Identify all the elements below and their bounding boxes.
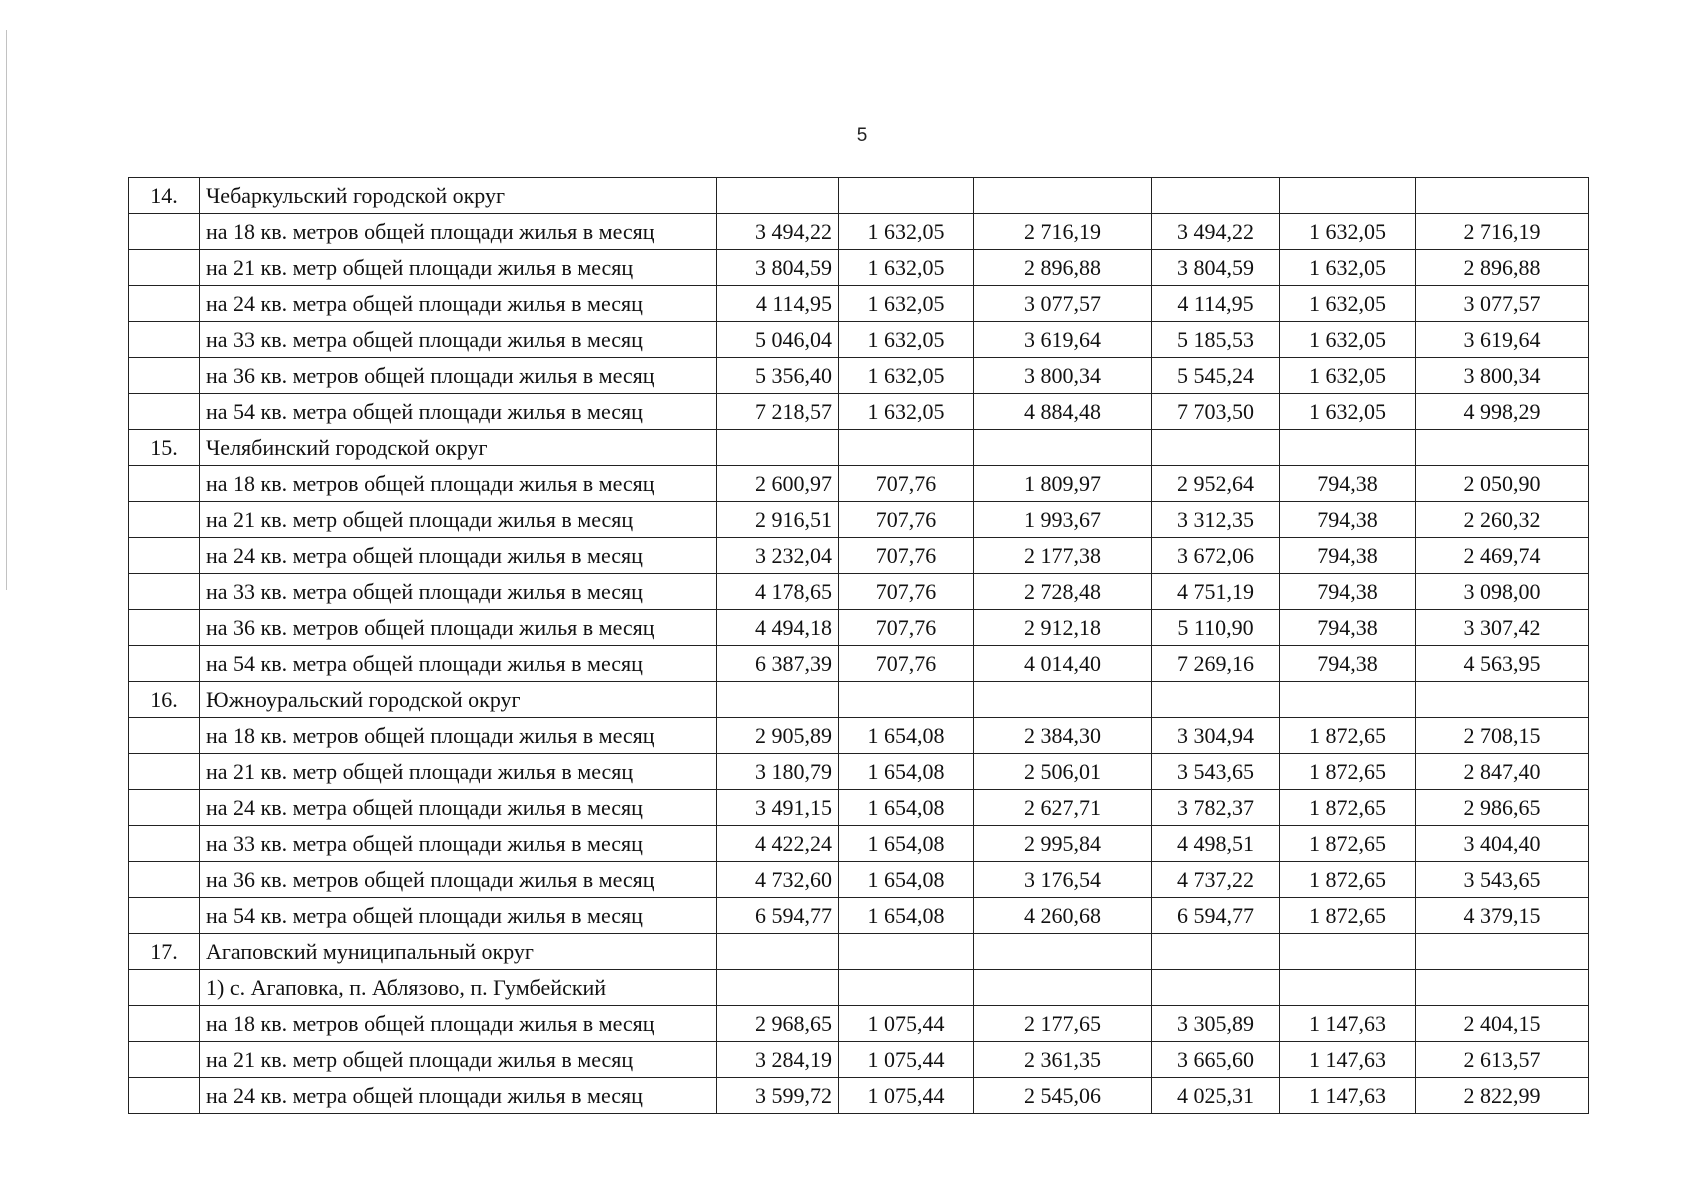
group-title: Агаповский муниципальный округ	[200, 934, 717, 970]
empty-cell	[129, 970, 200, 1006]
value-cell: 2 361,35	[974, 1042, 1152, 1078]
value-cell: 3 782,37	[1152, 790, 1280, 826]
value-cell: 2 822,99	[1416, 1078, 1589, 1114]
empty-cell	[129, 610, 200, 646]
row-label: на 54 кв. метра общей площади жилья в месяц	[200, 898, 717, 934]
table-row	[129, 1042, 1589, 1078]
empty-cell	[129, 286, 200, 322]
group-subtitle-row	[129, 970, 1589, 1006]
value-cell: 5 545,24	[1152, 358, 1280, 394]
value-cell: 794,38	[1280, 574, 1416, 610]
value-cell: 3 804,59	[1152, 250, 1280, 286]
empty-cell	[839, 682, 974, 718]
table-row	[129, 826, 1589, 862]
empty-cell	[839, 934, 974, 970]
value-cell: 2 469,74	[1416, 538, 1589, 574]
row-label: на 21 кв. метр общей площади жилья в месяц	[200, 754, 717, 790]
table-row	[129, 322, 1589, 358]
value-cell: 2 613,57	[1416, 1042, 1589, 1078]
empty-cell	[1416, 934, 1589, 970]
value-cell: 3 665,60	[1152, 1042, 1280, 1078]
value-cell: 3 804,59	[717, 250, 839, 286]
value-cell: 1 632,05	[839, 286, 974, 322]
empty-cell	[129, 790, 200, 826]
value-cell: 3 307,42	[1416, 610, 1589, 646]
row-label: на 36 кв. метров общей площади жилья в месяц	[200, 358, 717, 394]
empty-cell	[129, 250, 200, 286]
table-row	[129, 502, 1589, 538]
value-cell: 1 075,44	[839, 1006, 974, 1042]
row-label: на 24 кв. метра общей площади жилья в месяц	[200, 286, 717, 322]
value-cell: 2 716,19	[974, 214, 1152, 250]
value-cell: 794,38	[1280, 466, 1416, 502]
value-cell: 2 627,71	[974, 790, 1152, 826]
table-row	[129, 466, 1589, 502]
value-cell: 2 260,32	[1416, 502, 1589, 538]
row-label: на 21 кв. метр общей площади жилья в месяц	[200, 250, 717, 286]
value-cell: 707,76	[839, 466, 974, 502]
empty-cell	[129, 826, 200, 862]
empty-cell	[129, 574, 200, 610]
value-cell: 2 708,15	[1416, 718, 1589, 754]
empty-cell	[1280, 934, 1416, 970]
value-cell: 1 872,65	[1280, 790, 1416, 826]
table-row	[129, 898, 1589, 934]
group-title: Южноуральский городской округ	[200, 682, 717, 718]
group-number: 16.	[129, 682, 200, 718]
empty-cell	[1152, 970, 1280, 1006]
table-row	[129, 718, 1589, 754]
value-cell: 3 543,65	[1152, 754, 1280, 790]
value-cell: 1 632,05	[1280, 394, 1416, 430]
row-label: на 18 кв. метров общей площади жилья в месяц	[200, 1006, 717, 1042]
value-cell: 1 654,08	[839, 718, 974, 754]
table-row	[129, 538, 1589, 574]
value-cell: 1 654,08	[839, 898, 974, 934]
empty-cell	[129, 1078, 200, 1114]
value-cell: 1 809,97	[974, 466, 1152, 502]
value-cell: 4 422,24	[717, 826, 839, 862]
value-cell: 2 716,19	[1416, 214, 1589, 250]
value-cell: 1 654,08	[839, 790, 974, 826]
value-cell: 5 046,04	[717, 322, 839, 358]
value-cell: 3 491,15	[717, 790, 839, 826]
empty-cell	[1280, 682, 1416, 718]
value-cell: 794,38	[1280, 646, 1416, 682]
group-header-row	[129, 430, 1589, 466]
empty-cell	[1280, 970, 1416, 1006]
table-body	[129, 178, 1589, 1114]
value-cell: 707,76	[839, 574, 974, 610]
table-row	[129, 250, 1589, 286]
value-cell: 794,38	[1280, 538, 1416, 574]
empty-cell	[717, 970, 839, 1006]
row-label: на 21 кв. метр общей площади жилья в месяц	[200, 502, 717, 538]
empty-cell	[717, 178, 839, 214]
empty-cell	[129, 538, 200, 574]
value-cell: 6 594,77	[717, 898, 839, 934]
row-label: на 18 кв. метров общей площади жилья в месяц	[200, 214, 717, 250]
empty-cell	[839, 970, 974, 1006]
value-cell: 7 269,16	[1152, 646, 1280, 682]
empty-cell	[1152, 178, 1280, 214]
value-cell: 4 732,60	[717, 862, 839, 898]
value-cell: 4 178,65	[717, 574, 839, 610]
row-label: на 24 кв. метра общей площади жилья в месяц	[200, 1078, 717, 1114]
empty-cell	[974, 934, 1152, 970]
value-cell: 1 993,67	[974, 502, 1152, 538]
value-cell: 4 025,31	[1152, 1078, 1280, 1114]
empty-cell	[129, 502, 200, 538]
value-cell: 2 896,88	[974, 250, 1152, 286]
value-cell: 3 494,22	[717, 214, 839, 250]
value-cell: 2 600,97	[717, 466, 839, 502]
value-cell: 2 177,65	[974, 1006, 1152, 1042]
value-cell: 2 728,48	[974, 574, 1152, 610]
value-cell: 5 356,40	[717, 358, 839, 394]
empty-cell	[129, 466, 200, 502]
value-cell: 2 952,64	[1152, 466, 1280, 502]
value-cell: 6 594,77	[1152, 898, 1280, 934]
value-cell: 1 632,05	[839, 322, 974, 358]
value-cell: 1 632,05	[1280, 214, 1416, 250]
value-cell: 3 543,65	[1416, 862, 1589, 898]
value-cell: 1 147,63	[1280, 1078, 1416, 1114]
row-label: на 33 кв. метра общей площади жилья в месяц	[200, 322, 717, 358]
value-cell: 4 884,48	[974, 394, 1152, 430]
value-cell: 1 632,05	[839, 214, 974, 250]
value-cell: 1 632,05	[1280, 286, 1416, 322]
row-label: на 18 кв. метров общей площади жилья в месяц	[200, 466, 717, 502]
value-cell: 2 896,88	[1416, 250, 1589, 286]
empty-cell	[1416, 682, 1589, 718]
value-cell: 2 177,38	[974, 538, 1152, 574]
value-cell: 1 872,65	[1280, 826, 1416, 862]
table-row	[129, 1006, 1589, 1042]
empty-cell	[717, 682, 839, 718]
empty-cell	[129, 394, 200, 430]
value-cell: 3 672,06	[1152, 538, 1280, 574]
value-cell: 4 751,19	[1152, 574, 1280, 610]
table-row	[129, 754, 1589, 790]
group-title: Чебаркульский городской округ	[200, 178, 717, 214]
empty-cell	[129, 862, 200, 898]
empty-cell	[1280, 430, 1416, 466]
value-cell: 1 632,05	[839, 394, 974, 430]
empty-cell	[717, 430, 839, 466]
value-cell: 2 986,65	[1416, 790, 1589, 826]
value-cell: 1 632,05	[1280, 322, 1416, 358]
value-cell: 707,76	[839, 646, 974, 682]
group-number: 17.	[129, 934, 200, 970]
value-cell: 2 905,89	[717, 718, 839, 754]
row-label: на 33 кв. метра общей площади жилья в месяц	[200, 574, 717, 610]
value-cell: 1 872,65	[1280, 862, 1416, 898]
row-label: на 54 кв. метра общей площади жилья в месяц	[200, 394, 717, 430]
value-cell: 2 916,51	[717, 502, 839, 538]
value-cell: 7 703,50	[1152, 394, 1280, 430]
group-title: Челябинский городской округ	[200, 430, 717, 466]
value-cell: 2 404,15	[1416, 1006, 1589, 1042]
table-row	[129, 610, 1589, 646]
empty-cell	[1280, 178, 1416, 214]
value-cell: 2 847,40	[1416, 754, 1589, 790]
empty-cell	[129, 358, 200, 394]
row-label: на 21 кв. метр общей площади жилья в месяц	[200, 1042, 717, 1078]
value-cell: 3 800,34	[974, 358, 1152, 394]
empty-cell	[839, 178, 974, 214]
tariff-table	[128, 177, 1589, 1114]
empty-cell	[1152, 682, 1280, 718]
value-cell: 5 185,53	[1152, 322, 1280, 358]
page-number: 5	[856, 125, 868, 146]
group-number: 15.	[129, 430, 200, 466]
value-cell: 4 260,68	[974, 898, 1152, 934]
value-cell: 3 077,57	[1416, 286, 1589, 322]
row-label: на 24 кв. метра общей площади жилья в месяц	[200, 538, 717, 574]
empty-cell	[129, 1042, 200, 1078]
table-row	[129, 646, 1589, 682]
table-row	[129, 358, 1589, 394]
empty-cell	[1152, 934, 1280, 970]
empty-cell	[974, 430, 1152, 466]
row-label: на 54 кв. метра общей площади жилья в месяц	[200, 646, 717, 682]
value-cell: 3 619,64	[1416, 322, 1589, 358]
empty-cell	[1416, 970, 1589, 1006]
value-cell: 1 654,08	[839, 754, 974, 790]
empty-cell	[129, 754, 200, 790]
value-cell: 2 545,06	[974, 1078, 1152, 1114]
value-cell: 1 632,05	[1280, 250, 1416, 286]
empty-cell	[129, 1006, 200, 1042]
value-cell: 1 654,08	[839, 826, 974, 862]
table-row	[129, 862, 1589, 898]
value-cell: 3 494,22	[1152, 214, 1280, 250]
group-header-row	[129, 178, 1589, 214]
value-cell: 3 404,40	[1416, 826, 1589, 862]
value-cell: 1 632,05	[1280, 358, 1416, 394]
row-label: на 24 кв. метра общей площади жилья в месяц	[200, 790, 717, 826]
value-cell: 4 498,51	[1152, 826, 1280, 862]
group-subtitle: 1) с. Агаповка, п. Аблязово, п. Гумбейский	[200, 970, 717, 1006]
value-cell: 1 872,65	[1280, 754, 1416, 790]
empty-cell	[1416, 430, 1589, 466]
empty-cell	[974, 178, 1152, 214]
value-cell: 4 014,40	[974, 646, 1152, 682]
value-cell: 1 632,05	[839, 250, 974, 286]
value-cell: 1 872,65	[1280, 718, 1416, 754]
value-cell: 2 995,84	[974, 826, 1152, 862]
value-cell: 1 147,63	[1280, 1006, 1416, 1042]
table-row	[129, 214, 1589, 250]
table-row	[129, 790, 1589, 826]
value-cell: 3 077,57	[974, 286, 1152, 322]
empty-cell	[129, 646, 200, 682]
value-cell: 3 232,04	[717, 538, 839, 574]
group-number: 14.	[129, 178, 200, 214]
empty-cell	[129, 718, 200, 754]
empty-cell	[129, 214, 200, 250]
empty-cell	[839, 430, 974, 466]
value-cell: 1 872,65	[1280, 898, 1416, 934]
empty-cell	[974, 682, 1152, 718]
table-row	[129, 286, 1589, 322]
value-cell: 3 800,34	[1416, 358, 1589, 394]
empty-cell	[129, 322, 200, 358]
value-cell: 707,76	[839, 502, 974, 538]
empty-cell	[974, 970, 1152, 1006]
empty-cell	[1416, 178, 1589, 214]
value-cell: 4 737,22	[1152, 862, 1280, 898]
value-cell: 794,38	[1280, 610, 1416, 646]
row-label: на 36 кв. метров общей площади жилья в месяц	[200, 862, 717, 898]
value-cell: 5 110,90	[1152, 610, 1280, 646]
value-cell: 4 114,95	[1152, 286, 1280, 322]
value-cell: 1 075,44	[839, 1078, 974, 1114]
table-row	[129, 394, 1589, 430]
value-cell: 1 147,63	[1280, 1042, 1416, 1078]
empty-cell	[1152, 430, 1280, 466]
value-cell: 4 998,29	[1416, 394, 1589, 430]
table-row	[129, 574, 1589, 610]
table-row	[129, 1078, 1589, 1114]
scan-edge-line	[6, 30, 7, 590]
value-cell: 1 075,44	[839, 1042, 974, 1078]
value-cell: 3 284,19	[717, 1042, 839, 1078]
value-cell: 4 114,95	[717, 286, 839, 322]
value-cell: 3 098,00	[1416, 574, 1589, 610]
value-cell: 3 305,89	[1152, 1006, 1280, 1042]
value-cell: 2 968,65	[717, 1006, 839, 1042]
row-label: на 33 кв. метра общей площади жилья в месяц	[200, 826, 717, 862]
empty-cell	[129, 898, 200, 934]
value-cell: 7 218,57	[717, 394, 839, 430]
value-cell: 3 176,54	[974, 862, 1152, 898]
value-cell: 707,76	[839, 610, 974, 646]
value-cell: 4 563,95	[1416, 646, 1589, 682]
row-label: на 36 кв. метров общей площади жилья в месяц	[200, 610, 717, 646]
group-header-row	[129, 682, 1589, 718]
value-cell: 1 654,08	[839, 862, 974, 898]
value-cell: 3 312,35	[1152, 502, 1280, 538]
value-cell: 3 599,72	[717, 1078, 839, 1114]
value-cell: 2 912,18	[974, 610, 1152, 646]
value-cell: 794,38	[1280, 502, 1416, 538]
row-label: на 18 кв. метров общей площади жилья в месяц	[200, 718, 717, 754]
value-cell: 2 506,01	[974, 754, 1152, 790]
group-header-row	[129, 934, 1589, 970]
value-cell: 707,76	[839, 538, 974, 574]
value-cell: 3 180,79	[717, 754, 839, 790]
value-cell: 2 384,30	[974, 718, 1152, 754]
value-cell: 4 379,15	[1416, 898, 1589, 934]
value-cell: 1 632,05	[839, 358, 974, 394]
value-cell: 2 050,90	[1416, 466, 1589, 502]
value-cell: 3 619,64	[974, 322, 1152, 358]
empty-cell	[717, 934, 839, 970]
value-cell: 6 387,39	[717, 646, 839, 682]
value-cell: 3 304,94	[1152, 718, 1280, 754]
value-cell: 4 494,18	[717, 610, 839, 646]
